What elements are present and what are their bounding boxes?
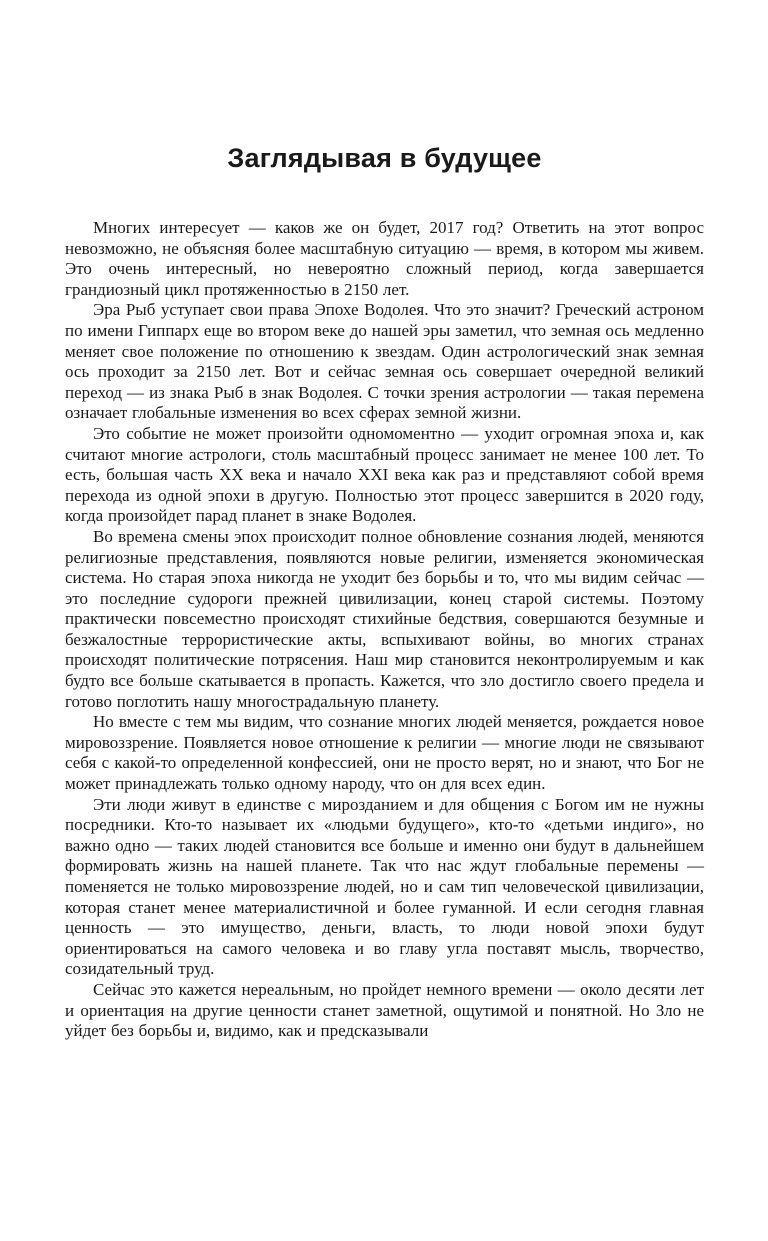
paragraph: Эра Рыб уступает свои права Эпохе Водолея. Что это значит? Греческий астроном по имени Гиппарх еще во втором веке до нашей эры заметил, что земная ось медленно меняет свое положение по отношению к звездам. Один астрологический знак земная ось проходит за 2150 лет. Вот и сейчас земная ось совершает очередной великий переход — из знака Рыб в знак Водолея. С точки зрения астрологии — такая перемена означает глобальные изменения во всех сферах земной жизни.: [65, 300, 704, 423]
paragraph: Это событие не может произойти одномоментно — уходит огромная эпоха и, как считают многие астрологи, столь масштабный процесс занимает не менее 100 лет. То есть, большая часть XX века и начало XXI века как раз и представляют собой время перехода из одной эпохи в другую. Полностью этот процесс завершится в 2020 году, когда произойдет парад планет в знаке Водолея.: [65, 423, 704, 526]
paragraph: Эти люди живут в единстве с мирозданием и для общения с Богом им не нужны посредники. Кто-то называет их «людьми будущего», кто-то «детьми индиго», но важно одно — таких людей становится все больше и именно они будут в дальнейшем формировать жизнь на нашей планете. Так что нас ждут глобальные перемены — поменяется не только мировоззрение людей, но и сам тип человеческой цивилизации, которая станет менее материалистичной и более гуманной. И если сегодня главная ценность — это имущество, деньги, власть, то люди новой эпохи будут ориентироваться на самого человека и во главу угла поставят мысль, творчество, созидательный труд.: [65, 794, 704, 979]
page-title: Заглядывая в будущее: [227, 143, 542, 173]
paragraph: Во времена смены эпох происходит полное обновление сознания людей, меняются религиозные представления, появляются новые религии, изменяется экономическая система. Но старая эпоха никогда не уходит без борьбы и то, что мы видим сейчас — это последние судороги прежней цивилизации, конец старой системы. Поэтому практически повсеместно происходят стихийные бедствия, совершаются безумные и безжалостные террористические акты, вспыхивают войны, во многих странах происходят политические потрясения. Наш мир становится неконтролируемым и как будто все больше скатывается в пропасть. Кажется, что зло достигло своего предела и готово поглотить нашу многострадальную планету.: [65, 526, 704, 711]
paragraph: Сейчас это кажется нереальным, но пройдет немного времени — около десяти лет и ориентация на другие ценности станет заметной, ощутимой и понятной. Но Зло не уйдет без борьбы и, видимо, как и предсказывали: [65, 979, 704, 1041]
paragraph: Но вместе с тем мы видим, что сознание многих людей меняется, рождается новое мировоззрение. Появляется новое отношение к религии — многие люди не связывают себя с какой-то определенной конфессией, они не просто верят, но и знают, что Бог не может принадлежать только одному народу, что он для всех един.: [65, 712, 704, 794]
paragraph: Многих интересует — каков же он будет, 2017 год? Ответить на этот вопрос невозможно, не объясняя более масштабную ситуацию — время, в котором мы живем. Это очень интересный, но невероятно сложный период, когда завершается грандиозный цикл протяженностью в 2150 лет.: [65, 218, 704, 299]
page-body: [65, 218, 704, 1042]
